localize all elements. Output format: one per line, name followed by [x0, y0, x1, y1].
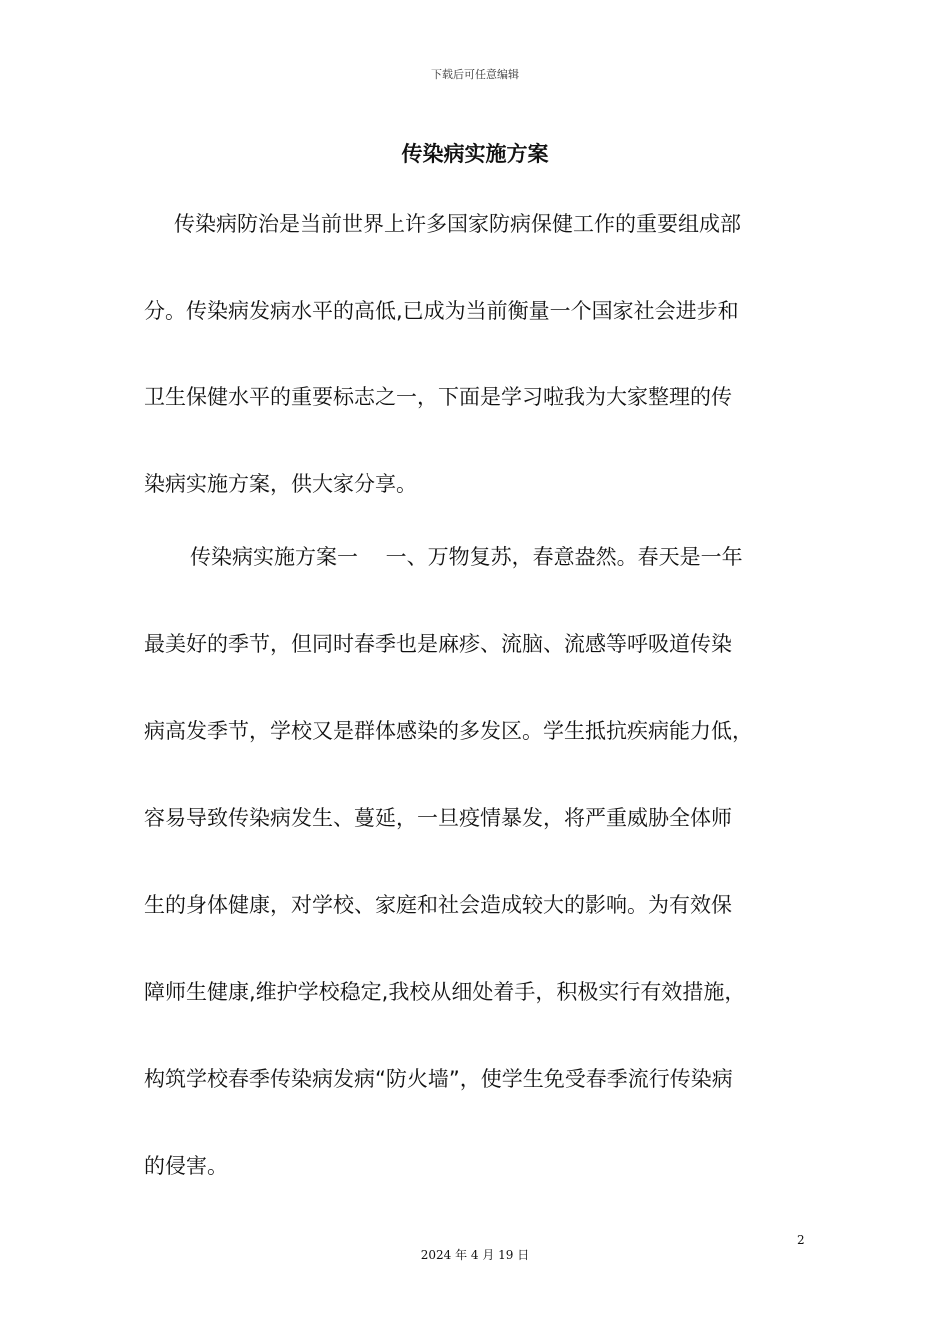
- page-number: 2: [797, 1233, 805, 1247]
- paragraph-line: 容易导致传染病发生、蔓延，一旦疫情暴发，将严重威胁全体师: [144, 806, 732, 830]
- paragraph-line: 病高发季节，学校又是群体感染的多发区。学生抵抗疾病能力低，: [144, 719, 753, 743]
- paragraph-line: 卫生保健水平的重要标志之一，下面是学习啦我为大家整理的传: [144, 385, 732, 409]
- paragraph-line: 最美好的季节，但同时春季也是麻疹、流脑、流感等呼吸道传染: [144, 632, 732, 656]
- paragraph-line: 传染病防治是当前世界上许多国家防病保健工作的重要组成部: [174, 212, 741, 236]
- document-title: 传染病实施方案: [401, 142, 549, 166]
- paragraph-line: 的侵害。: [144, 1154, 228, 1178]
- paragraph-line: 染病实施方案，供大家分享。: [144, 472, 417, 496]
- paragraph-line: 生的身体健康，对学校、家庭和社会造成较大的影响。为有效保: [144, 893, 732, 917]
- footer-date: 2024 年 4 月 19 日: [420, 1248, 530, 1262]
- header-note: 下载后可任意编辑: [431, 68, 519, 81]
- paragraph-line: 构筑学校春季传染病发病“防火墙”，使学生免受春季流行传染病: [144, 1067, 733, 1091]
- paragraph-line: 分。传染病发病水平的高低,已成为当前衡量一个国家社会进步和: [144, 299, 739, 323]
- paragraph-line: 障师生健康,维护学校稳定,我校从细处着手，积极实行有效措施，: [144, 980, 746, 1004]
- paragraph-line: 传染病实施方案一 一、万物复苏，春意盎然。春天是一年: [190, 545, 743, 569]
